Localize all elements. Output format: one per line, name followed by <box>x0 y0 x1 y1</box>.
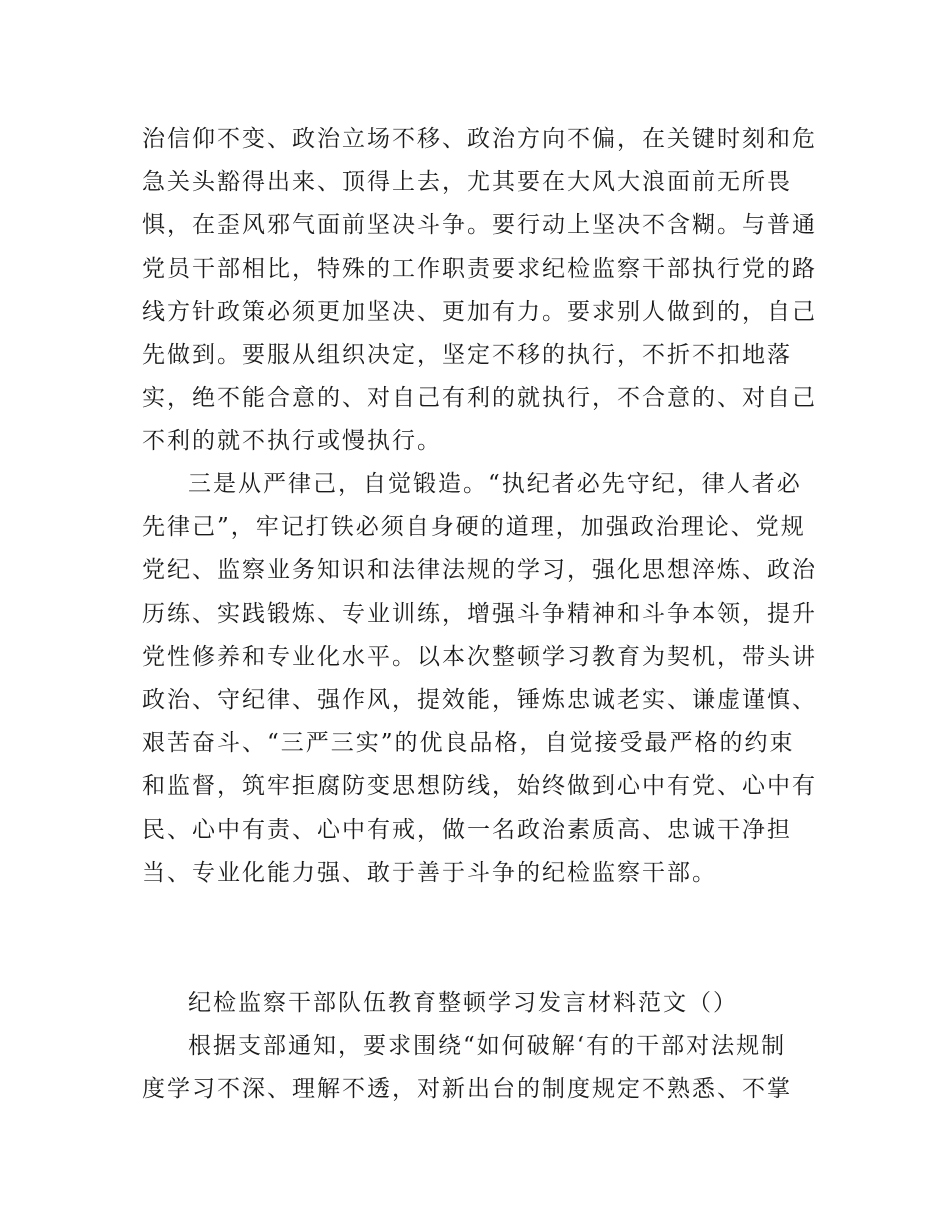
text-line: 先律己”，牢记打铁必须自身硬的道理，加强政治理论、党规 <box>142 514 806 541</box>
text-line: 当、专业化能力强、敢于善于斗争的纪检监察干部。 <box>142 859 717 886</box>
paragraph-continuation <box>142 118 822 464</box>
paragraph-three <box>142 463 822 895</box>
section-title: 纪检监察干部队伍教育整顿学习发言材料范文（） <box>188 990 738 1016</box>
text-line: 党性修养和专业化水平。以本次整顿学习教育为契机，带头讲 <box>142 643 817 670</box>
text-line: 不利的就不执行或慢执行。 <box>142 428 442 455</box>
text-line: 历练、实践锻炼、专业训练，增强斗争精神和斗争本领，提升 <box>142 600 817 627</box>
text-line: 党纪、监察业务知识和法律法规的学习，强化思想淬炼、政治 <box>142 557 817 584</box>
text-line: 度学习不深、理解不透，对新出台的制度规定不熟悉、不掌 <box>142 1076 792 1103</box>
new-section <box>142 982 822 1112</box>
text-line: 三是从严律己，自觉锻造。“执纪者必先守纪，律人者必 <box>188 471 802 497</box>
text-line: 政治、守纪律、强作风，提效能，锤炼忠诚老实、谦虚谨慎、 <box>142 686 817 713</box>
text-line: 线方针政策必须更加坚决、更加有力。要求别人做到的，自己 <box>142 298 817 325</box>
text-line: 艰苦奋斗、“三严三实”的优良品格，自觉接受最严格的约束 <box>142 730 795 757</box>
text-line: 先做到。要服从组织决定，坚定不移的执行，不折不扣地落 <box>142 341 792 368</box>
text-line: 治信仰不变、政治立场不移、政治方向不偏，在关键时刻和危 <box>142 126 817 152</box>
text-line: 根据支部通知，要求围绕“如何破解‘有的干部对法规制 <box>188 1033 787 1060</box>
text-line: 党员干部相比，特殊的工作职责要求纪检监察干部执行党的路 <box>142 255 817 282</box>
text-line: 急关头豁得出来、顶得上去，尤其要在大风大浪面前无所畏 <box>142 169 792 196</box>
text-line: 民、心中有责、心中有戒，做一名政治素质高、忠诚干净担 <box>142 816 792 843</box>
text-line: 惧，在歪风邪气面前坚决斗争。要行动上坚决不含糊。与普通 <box>142 212 817 239</box>
text-line: 实，绝不能合意的、对自己有利的就执行，不合意的、对自己 <box>142 385 817 412</box>
text-line: 和监督，筑牢拒腐防变思想防线，始终做到心中有党、心中有 <box>142 773 817 800</box>
